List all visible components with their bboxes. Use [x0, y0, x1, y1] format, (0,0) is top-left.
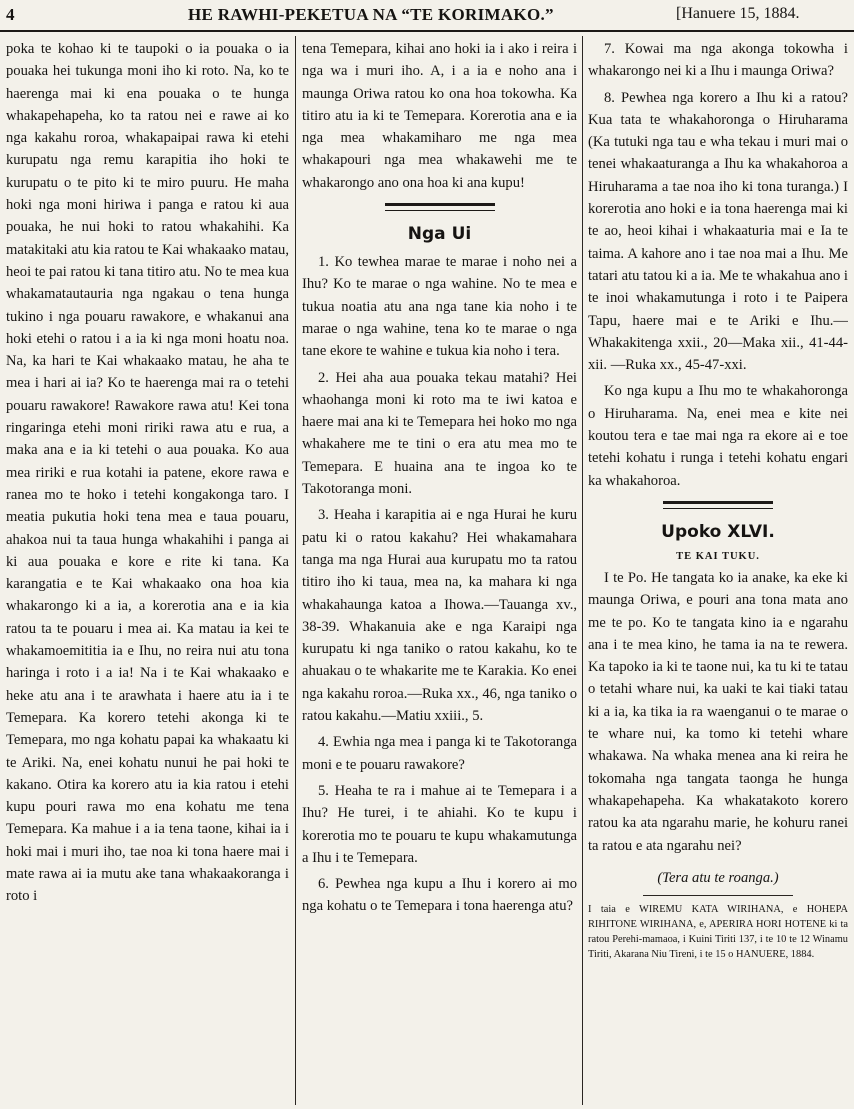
question-4: 4. Ewhia nga mea i panga ki te Takotoranga moni e te pouaru rawakore?	[302, 734, 577, 773]
column-2	[302, 38, 577, 1103]
column-1	[6, 38, 289, 1103]
section-divider	[385, 203, 495, 211]
column-rule	[295, 36, 296, 1105]
column-3	[588, 38, 848, 1103]
column-rule	[582, 36, 583, 1105]
section-title-upoko: Upoko XLVI.	[661, 521, 775, 542]
answer-note: Ko nga kupu a Ihu mo te whakahoronga o Hiruharama. Na, enei mea e kite nei koutou tera e tae mai nga ra ekore ai e toe tetehi kohatu i runga i tetehi kohatu engari ka whakahoroa.	[588, 383, 848, 489]
to-be-continued: (Tera atu te roanga.)	[657, 869, 779, 886]
newspaper-title: HE RAWHI-PEKETUA NA “TE KORIMAKO.”	[188, 5, 554, 24]
question-6: 6. Pewhea nga kupu a Ihu i korero ai mo nga kohatu o te Temepara i tona haerenga atu?	[302, 876, 577, 915]
page-header	[0, 0, 854, 32]
story-continuation-text: poka te kohao ki te taupoki o ia pouaka o ia pouaka hei tukunga moni iho ki roto. Na, ko te haerenga mai ki ena pouaka o te hunga whakapehapeha, ko ta ratou nei e rawe ai ko nga kakahu roroa, whakapaipai rawa ki etehi kurupatu nga remu karapitia iho hoki te kurupatu o te pito ki te miro puuru. He maha hoki nga moni hiriwa i panga e ratou ki aua pouaka, he nui hoki to ratou whakahihi. Ka matakitaki atu kia ratou te Kai whakaako matau, heoi te pai ratou ki tana titiro atu. No te mea kua whakamatautauria nga ngakau o tena hunga tukino i nga pouaru rawakore, e whakanui ana hoki etehi o ratou i a ia ki nga moni hoatu noa. Na, ka hari te Kai whakaako matau, he aha te mea i hari ai ia? Ko te haerenga mai ra o tetehi pouaru rawakore! Rawakore rawa atu! Kei tona ringaringa etehi moni ririki rawa atu e rua, a maka ana e ia ki tetehi o aua pouaka. Ko aua mea ririki e rua kotahi ia patene, ekore rawa e ranea mo te hoko i tetehi kongakonga taro. I meatia pukutia hoki tena mea e taua pouaru, ahakoa nui ta taua hunga whakahihi i panga ai ki aua pouaka e kore e rite ki tana. Ka karangatia e te Kai whakaako ona hoa kia whakarongo ki a ia, a korerotia ana e ia kia ratou ta te pouaru i mea ai. Ka matau ia kei te whakamoemititia ia e Ihu, no reira nui atu tona haringa i roto i a ia! Na i te Kai whakaako e heke atu ana i te arawhata i haere atu ia i te Temepara. Ka korero tetehi akonga ki te Temepara, mo nga kohatu papai ka whakaatu ki te Ariki. Na, enei kohatu nunui he pai hoki te kakano. Otira ka korero atu ia kia ratou i etehi kupu pouri rawa mo ena kohatu me tena Temepara. Ka mahue i a ia tena taone, kihai ia i hoki mai i muri iho, tae noa ki tona haere mai i mate rawa ai ia mutu ake tana whakaakoranga i roto i	[6, 41, 289, 905]
question-5: 5. Heaha te ra i mahue ai te Temepara i a Ihu? He turei, i te ahiahi. Ko te kupu i korerotia mo te pouaru te kupu whakamutunga a Ihu i te Temepara.	[302, 782, 577, 866]
section-divider	[663, 501, 773, 509]
question-7: 7. Kowai ma nga akonga tokowha i whakarongo nei ki a Ihu i maunga Oriwa?	[588, 41, 848, 80]
section-subtitle: TE KAI TUKU.	[676, 550, 760, 562]
story-ending-text: tena Temepara, kihai ano hoki ia i ako i reira i nga wa i muri iho. A, i a ia e noho ana i maunga Oriwa ratou ko ona hoa tokowha. Ka titiro atu ia ki te Temepara. Korerotia ana e ia nga mea whakamiharo me nga mea whakapouri nga mea whakawehi me te whakarongo ano ona hoa ki ana kupu!	[302, 41, 577, 191]
question-1: 1. Ko tewhea marae te marae i noho nei a Ihu? Ko te marae o nga wahine. No te mea e tukua noatia atu ana nga tane kia noho i te marae o nga wahine, tena ko te marae o nga tane ekore te wahine e tukua kia noho i tera.	[302, 254, 577, 360]
issue-date: [Hanuere 15, 1884.	[676, 5, 800, 22]
imprint-rule	[643, 895, 793, 896]
chapter-story-text: I te Po. He tangata ko ia anake, ka eke ki maunga Oriwa, e pouri ana tona mata ano me te po. Ko te tangata kino ia e ngarahu ana i te mea kino, he tama ia na te rewera. Ka tapoko ia ki te taone nui, ka tu ki te tatau o tetahi whare nui, ka uaki te kai tiaki tatau ki a ia, ka tika ia ra waenganui o te marae o te whare nui, ka tomo ki tetehi whare whakawa. Na whaka menea ana ki reira he tokomaha nga tangata taonga he hunga whakapehapeha. Ka whakatakoto korero ratou ka ata ngarahu marie, he kohuru ranei ta ratou e ata ngarahu nei?	[588, 569, 848, 854]
page-number: 4	[6, 5, 15, 24]
question-8: 8. Pewhea nga korero a Ihu ki a ratou? Kua tata te whakahoronga o Hiruharama (Ka tutuki nga tau e wha tekau i muri mai o tenei whakaaturanga a Ihu ka whakahoroa a Hiruharama a tae noa iho ki tona turanga.) I korerotia ano hoki e ia tona haerenga mai ki te ao, heoi kihai i whakaaturia mai e Ia te taima. A kahore ano i tae noa mai a Ihu. Me tatari atu tatou ki a ia. Me te whakahua ano i te inoi whakamutunga i roto i te Paipera Tapu, haere mai e te Ariki e Ihu.—Whakakitenga xxii., 20—Maka xii., 41-44-xii. —Ruka xx., 45-47-xxi.	[588, 89, 848, 374]
printer-imprint: I taia e WIREMU KATA WIRIHANA, e HOHEPA RIHITONE WIRIHANA, e, APERIRA HORI HOTENE ki ta ratou Perehi-mamaoa, i Kuini Tiriti 137, i te 10 te 12 Winamu Tiriti, Akarana Niu Tireni, i te 15 o HANUERE, 1884.	[588, 904, 848, 961]
question-3: 3. Heaha i karapitia ai e nga Hurai he kuru patu ki o ratou kakahu? Hei whakamahara tanga ma nga Hurai aua kurupatu mo ta ratou titiro iho ki taua, mea na, ka mahara ki nga whakahaunga katoa a Ihowa.—Tauanga xv., 38-39. Whakanuia ake e nga Karaipi nga kurupatu ki nga taniko o ratou kakahu, ko te ahuakau o te whakarite me te Karakia. Ko enei nga kakahu roroa.—Ruka xx., 46, nga taniko o ratou kakahu.—Matiu xxiii., 5.	[302, 507, 577, 725]
section-title-nga-ui: Nga Ui	[407, 224, 472, 245]
question-2: 2. Hei aha aua pouaka tekau matahi? Hei whaohanga moni ki roto ma te iwi katoa e haere mai ana ki te Temepara hei hoko mo nga whakahere me te tini o era atu mea mo te Temepara. E huaina ana te ingoa ko te Takotoranga moni.	[302, 369, 577, 498]
